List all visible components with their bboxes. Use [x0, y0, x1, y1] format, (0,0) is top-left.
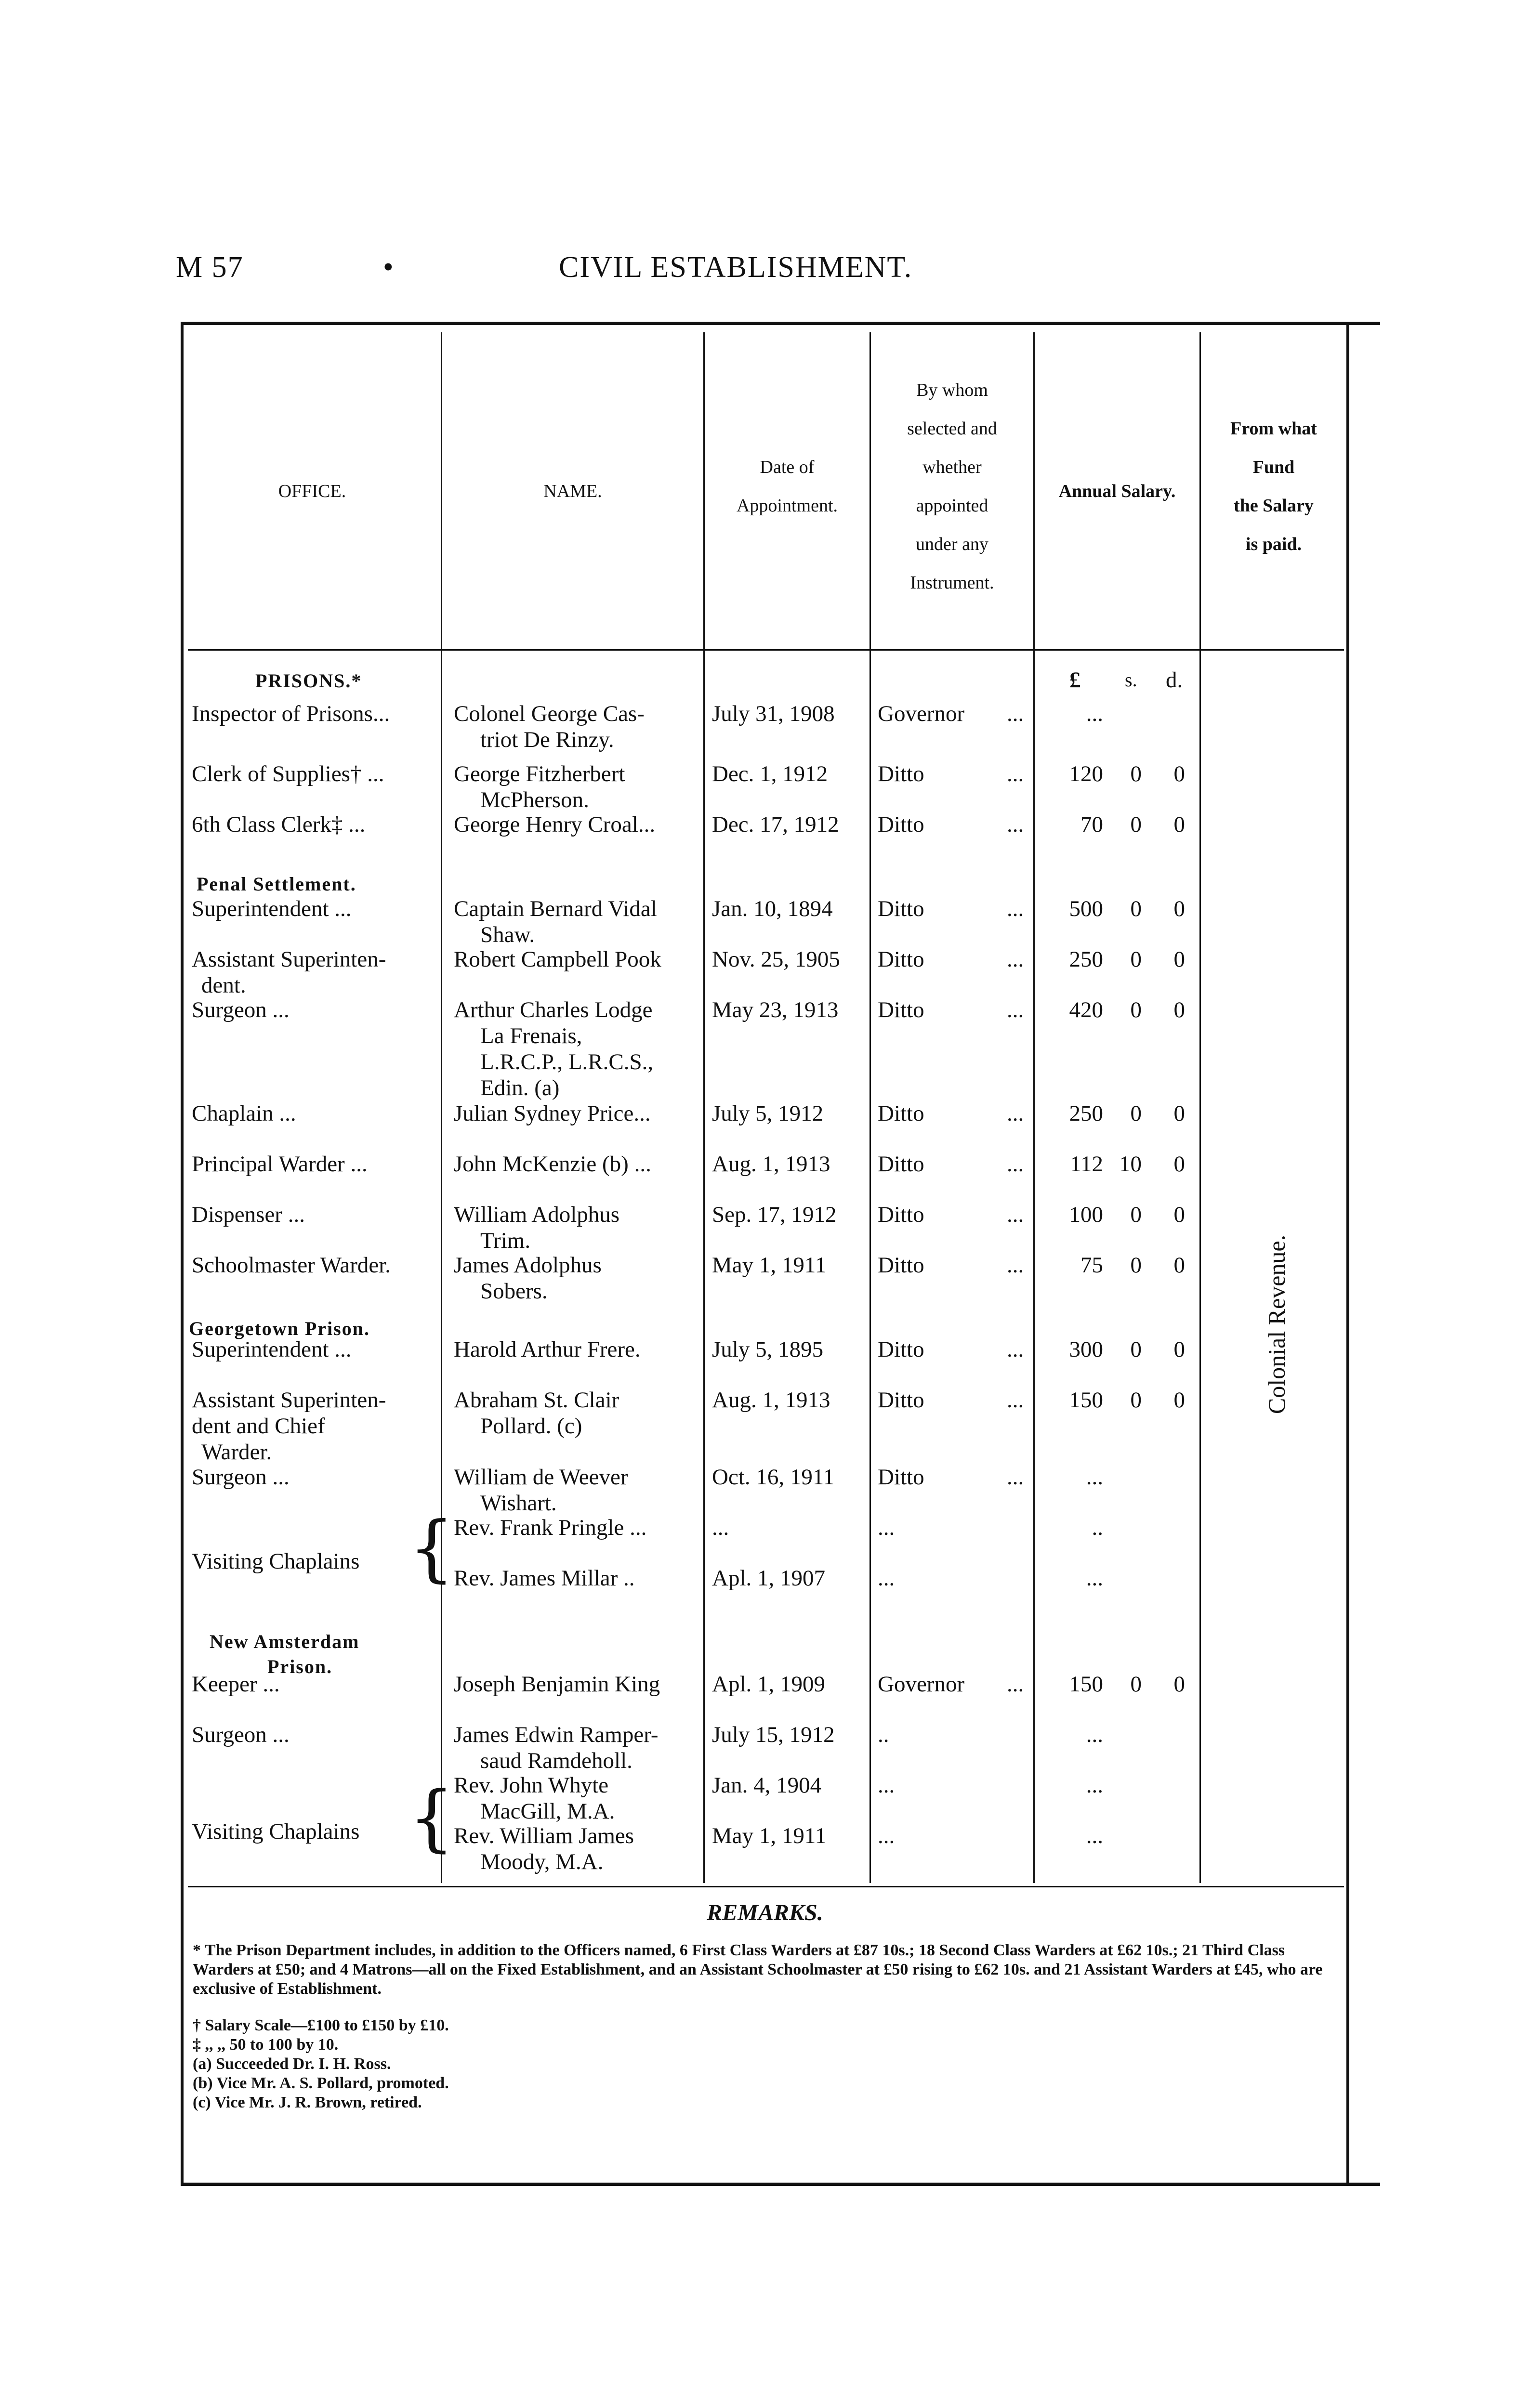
- name-cell: George Fitzherbert: [454, 761, 625, 786]
- salary-pounds: 250: [1069, 947, 1103, 972]
- col-head-date: [705, 448, 869, 525]
- by-whom-dots: ...: [1007, 1465, 1024, 1490]
- date-cell: Jan. 4, 1904: [712, 1773, 822, 1798]
- col-head-date-line: Date of: [760, 457, 815, 477]
- date-cell: May 1, 1911: [712, 1823, 827, 1848]
- salary-pounds: 420: [1069, 997, 1103, 1022]
- name-cell: L.R.C.P., L.R.C.S.,: [480, 1049, 654, 1074]
- name-cell: Captain Bernard Vidal: [454, 896, 657, 921]
- by-whom-cell: Ditto: [878, 1253, 924, 1278]
- header-dot: •: [383, 251, 395, 284]
- by-whom-dots: ...: [1007, 1387, 1024, 1413]
- by-whom-cell: ...: [878, 1823, 895, 1848]
- visiting-chaplains-new-amsterdam: Visiting Chaplains: [192, 1819, 360, 1844]
- office-cell: Clerk of Supplies† ...: [192, 761, 384, 786]
- date-cell: Aug. 1, 1913: [712, 1387, 830, 1413]
- salary-shillings: 0: [1130, 1101, 1142, 1126]
- section-prisons: PRISONS.*: [255, 670, 362, 692]
- col-head-by-whom-line: whether: [922, 457, 982, 477]
- office-cell: Superintendent ...: [192, 896, 352, 921]
- salary-pence: 0: [1173, 947, 1185, 972]
- name-cell: James Adolphus: [454, 1253, 602, 1278]
- remarks-title: REMARKS.: [707, 1900, 823, 1925]
- office-cell: 6th Class Clerk‡ ...: [192, 812, 366, 837]
- date-cell: Apl. 1, 1909: [712, 1672, 825, 1697]
- date-cell: July 5, 1912: [712, 1101, 824, 1126]
- name-cell: Julian Sydney Price...: [454, 1101, 651, 1126]
- fund-column-text: [1252, 1108, 1301, 1541]
- office-cell: Surgeon ...: [192, 1722, 290, 1747]
- section-penal-settlement: Penal Settlement.: [197, 873, 356, 895]
- by-whom-dots: ...: [1007, 1253, 1024, 1278]
- name-cell: Colonel George Cas-: [454, 701, 645, 726]
- name-cell: MacGill, M.A.: [480, 1799, 615, 1824]
- office-cell: Principal Warder ...: [192, 1152, 368, 1177]
- salary-shillings: 0: [1130, 761, 1142, 786]
- visiting-chaplains-georgetown: Visiting Chaplains: [192, 1549, 360, 1574]
- col-divider-byw: [1033, 332, 1035, 1883]
- by-whom-dots: ...: [1007, 997, 1024, 1022]
- by-whom-cell: Ditto: [878, 896, 924, 921]
- page-reference: M 57: [176, 251, 244, 284]
- salary-pounds: ..: [1092, 1515, 1103, 1540]
- date-cell: May 23, 1913: [712, 997, 839, 1022]
- name-cell: Harold Arthur Frere.: [454, 1337, 641, 1362]
- salary-pence: 0: [1173, 1337, 1185, 1362]
- salary-shillings: 0: [1130, 1337, 1142, 1362]
- by-whom-cell: Governor: [878, 1672, 965, 1697]
- name-cell: James Edwin Ramper-: [454, 1722, 659, 1747]
- name-cell: Pollard. (c): [480, 1413, 582, 1439]
- by-whom-cell: Ditto: [878, 947, 924, 972]
- name-cell: Edin. (a): [480, 1075, 560, 1100]
- salary-pounds: ...: [1086, 1465, 1103, 1490]
- by-whom-cell: Ditto: [878, 1337, 924, 1362]
- remarks-note: (b) Vice Mr. A. S. Pollard, promoted.: [193, 2074, 449, 2092]
- office-cell: Warder.: [201, 1440, 272, 1465]
- by-whom-cell: Ditto: [878, 1387, 924, 1413]
- col-head-fund-line: From what: [1230, 419, 1317, 439]
- by-whom-cell: Ditto: [878, 1465, 924, 1490]
- by-whom-cell: Ditto: [878, 812, 924, 837]
- name-cell: Sobers.: [480, 1279, 548, 1304]
- table-top-rule: [181, 322, 1380, 325]
- date-cell: Oct. 16, 1911: [712, 1465, 835, 1490]
- salary-pounds: 250: [1069, 1101, 1103, 1126]
- name-cell: Moody, M.A.: [480, 1849, 604, 1874]
- office-cell: dent and Chief: [192, 1413, 325, 1439]
- col-head-by-whom-line: By whom: [916, 380, 988, 400]
- section-georgetown-prison: Georgetown Prison.: [189, 1318, 370, 1339]
- salary-pence: 0: [1173, 1387, 1185, 1413]
- salary-shillings: 0: [1130, 1202, 1142, 1227]
- col-divider-name: [703, 332, 705, 1883]
- name-cell: Wishart.: [480, 1491, 557, 1516]
- date-cell: Apl. 1, 1907: [712, 1566, 825, 1591]
- name-cell: Arthur Charles Lodge: [454, 997, 653, 1022]
- by-whom-cell: Ditto: [878, 1202, 924, 1227]
- office-cell: dent.: [201, 973, 246, 998]
- remarks-note: (c) Vice Mr. J. R. Brown, retired.: [193, 2094, 422, 2111]
- date-cell: Aug. 1, 1913: [712, 1152, 830, 1177]
- name-cell: George Henry Croal...: [454, 812, 656, 837]
- date-cell: July 31, 1908: [712, 701, 835, 726]
- name-cell: McPherson.: [480, 787, 589, 812]
- office-cell: Assistant Superinten-: [192, 1387, 386, 1413]
- name-cell: Robert Campbell Pook: [454, 947, 661, 972]
- salary-pence: 0: [1173, 997, 1185, 1022]
- salary-pence: 0: [1173, 761, 1185, 786]
- section-new-amsterdam-a: New Amsterdam: [210, 1631, 360, 1652]
- col-head-by-whom-line: appointed: [916, 496, 988, 516]
- office-cell: Surgeon ...: [192, 997, 290, 1022]
- salary-pounds: 500: [1069, 896, 1103, 921]
- col-head-date-line: Appointment.: [736, 496, 838, 516]
- col-head-fund-line: the Salary: [1234, 496, 1314, 516]
- by-whom-dots: ...: [1007, 1337, 1024, 1362]
- by-whom-cell: ...: [878, 1773, 895, 1798]
- salary-shillings: 0: [1130, 947, 1142, 972]
- office-cell: Chaplain ...: [192, 1101, 296, 1126]
- col-head-fund-line: is paid.: [1245, 534, 1302, 554]
- by-whom-dots: ...: [1007, 896, 1024, 921]
- salary-shillings: 0: [1130, 1387, 1142, 1413]
- table-bottom-rule: [181, 2183, 1380, 2186]
- remarks-note: (a) Succeeded Dr. I. H. Ross.: [193, 2055, 391, 2073]
- date-cell: Nov. 25, 1905: [712, 947, 840, 972]
- office-cell: Inspector of Prisons...: [192, 701, 390, 726]
- col-divider-office: [441, 332, 442, 1883]
- salary-shillings: 0: [1130, 812, 1142, 837]
- col-head-office: OFFICE.: [278, 481, 346, 501]
- col-head-by-whom-line: Instrument.: [910, 573, 994, 593]
- salary-shillings: 0: [1130, 997, 1142, 1022]
- currency-shillings: s.: [1125, 669, 1137, 691]
- office-cell: Schoolmaster Warder.: [192, 1253, 391, 1278]
- remarks-main: * The Prison Department includes, in addition to the Officers named, 6 First Class Warders at £87 10s.; 18 Second Class Warders at £62 10s.; 21 Third Class Warders at £50; and 4 Matrons—all on the Fixed Establishment, and an Assistant Schoolmaster at £50 rising to £62 10s. and 21 Assistant Warders at £45, who are exclusive of Establishment.: [193, 1941, 1323, 1998]
- office-cell: Assistant Superinten-: [192, 947, 386, 972]
- by-whom-dots: ...: [1007, 1152, 1024, 1177]
- office-cell: Dispenser ...: [192, 1202, 305, 1227]
- by-whom-cell: Ditto: [878, 1101, 924, 1126]
- remarks-note: † Salary Scale—£100 to £150 by £10.: [193, 2016, 449, 2034]
- salary-pence: 0: [1173, 1202, 1185, 1227]
- salary-pence: 0: [1173, 1253, 1185, 1278]
- salary-shillings: 0: [1130, 1253, 1142, 1278]
- brace-icon: {: [408, 1776, 455, 1860]
- col-head-fund-line: Fund: [1252, 457, 1295, 477]
- salary-shillings: 10: [1119, 1152, 1142, 1177]
- remarks-note: ‡ ,, ,, 50 to 100 by 10.: [193, 2036, 339, 2054]
- col-head-name: NAME.: [543, 481, 602, 501]
- salary-pence: 0: [1173, 812, 1185, 837]
- salary-pounds: 75: [1080, 1253, 1103, 1278]
- name-cell: Rev. William James: [454, 1823, 634, 1848]
- col-head-by-whom-line: under any: [916, 534, 988, 554]
- by-whom-cell: Ditto: [878, 1152, 924, 1177]
- by-whom-dots: ...: [1007, 1202, 1024, 1227]
- by-whom-cell: ...: [878, 1515, 895, 1540]
- currency-pounds: £: [1069, 667, 1081, 693]
- date-cell: Dec. 17, 1912: [712, 812, 839, 837]
- date-cell: Sep. 17, 1912: [712, 1202, 837, 1227]
- salary-pounds: 120: [1069, 761, 1103, 786]
- name-cell: saud Ramdeholl.: [480, 1748, 632, 1773]
- by-whom-cell: Ditto: [878, 997, 924, 1022]
- salary-pounds: ...: [1086, 1823, 1103, 1848]
- table-right-rule: [1346, 322, 1349, 2186]
- salary-pence: 0: [1173, 1101, 1185, 1126]
- name-cell: Joseph Benjamin King: [454, 1672, 660, 1697]
- name-cell: Rev. John Whyte: [454, 1773, 609, 1798]
- name-cell: Abraham St. Clair: [454, 1387, 619, 1413]
- name-cell: William Adolphus: [454, 1202, 620, 1227]
- by-whom-cell: ..: [878, 1722, 889, 1747]
- date-cell: July 15, 1912: [712, 1722, 835, 1747]
- date-cell: May 1, 1911: [712, 1253, 827, 1278]
- name-cell: La Frenais,: [480, 1023, 582, 1048]
- salary-pounds: ...: [1086, 1566, 1103, 1591]
- by-whom-dots: ...: [1007, 947, 1024, 972]
- page-title: CIVIL ESTABLISHMENT.: [559, 251, 913, 284]
- date-cell: Jan. 10, 1894: [712, 896, 833, 921]
- col-head-by-whom-line: selected and: [907, 419, 997, 439]
- col-head-by-whom: [871, 371, 1033, 602]
- office-cell: Surgeon ...: [192, 1465, 290, 1490]
- by-whom-dots: ...: [1007, 761, 1024, 786]
- col-divider-salary: [1199, 332, 1201, 1883]
- col-head-salary: Annual Salary.: [1058, 481, 1176, 501]
- by-whom-cell: Ditto: [878, 761, 924, 786]
- salary-pounds: 112: [1070, 1152, 1103, 1177]
- date-cell: ...: [712, 1515, 729, 1540]
- salary-pounds: 150: [1069, 1387, 1103, 1413]
- name-cell: Rev. James Millar ..: [454, 1566, 635, 1591]
- salary-shillings: 0: [1130, 896, 1142, 921]
- col-head-fund: [1201, 409, 1346, 563]
- date-cell: Dec. 1, 1912: [712, 761, 828, 786]
- currency-pence: d.: [1166, 667, 1183, 693]
- remarks-notes: [193, 2016, 1349, 2112]
- name-cell: Rev. Frank Pringle ...: [454, 1515, 647, 1540]
- salary-pence: 0: [1173, 896, 1185, 921]
- by-whom-dots: ...: [1007, 1101, 1024, 1126]
- by-whom-dots: ...: [1007, 812, 1024, 837]
- salary-pounds: 150: [1069, 1672, 1103, 1697]
- brace-icon: {: [408, 1506, 455, 1590]
- header-rule: [188, 649, 1344, 651]
- salary-pounds: 100: [1069, 1202, 1103, 1227]
- name-cell: Shaw.: [480, 922, 535, 947]
- salary-pounds: ...: [1086, 701, 1103, 726]
- name-cell: triot De Rinzy.: [480, 727, 614, 752]
- salary-shillings: 0: [1130, 1672, 1142, 1697]
- salary-pence: 0: [1173, 1672, 1185, 1697]
- salary-pence: 0: [1173, 1152, 1185, 1177]
- section-new-amsterdam-b: Prison.: [267, 1656, 333, 1677]
- name-cell: John McKenzie (b) ...: [454, 1152, 651, 1177]
- date-cell: July 5, 1895: [712, 1337, 824, 1362]
- remarks-rule: [188, 1886, 1344, 1887]
- salary-pounds: ...: [1086, 1722, 1103, 1747]
- by-whom-cell: ...: [878, 1566, 895, 1591]
- name-cell: Trim.: [480, 1228, 531, 1253]
- salary-pounds: 300: [1069, 1337, 1103, 1362]
- name-cell: William de Weever: [454, 1465, 628, 1490]
- salary-pounds: ...: [1086, 1773, 1103, 1798]
- by-whom-dots: ...: [1007, 1672, 1024, 1697]
- office-cell: Superintendent ...: [192, 1337, 352, 1362]
- fund-colonial-revenue: Colonial Revenue.: [1263, 1234, 1290, 1414]
- by-whom-cell: Governor: [878, 701, 965, 726]
- by-whom-dots: ...: [1007, 701, 1024, 726]
- salary-pounds: 70: [1080, 812, 1103, 837]
- office-cell: Keeper ...: [192, 1672, 280, 1697]
